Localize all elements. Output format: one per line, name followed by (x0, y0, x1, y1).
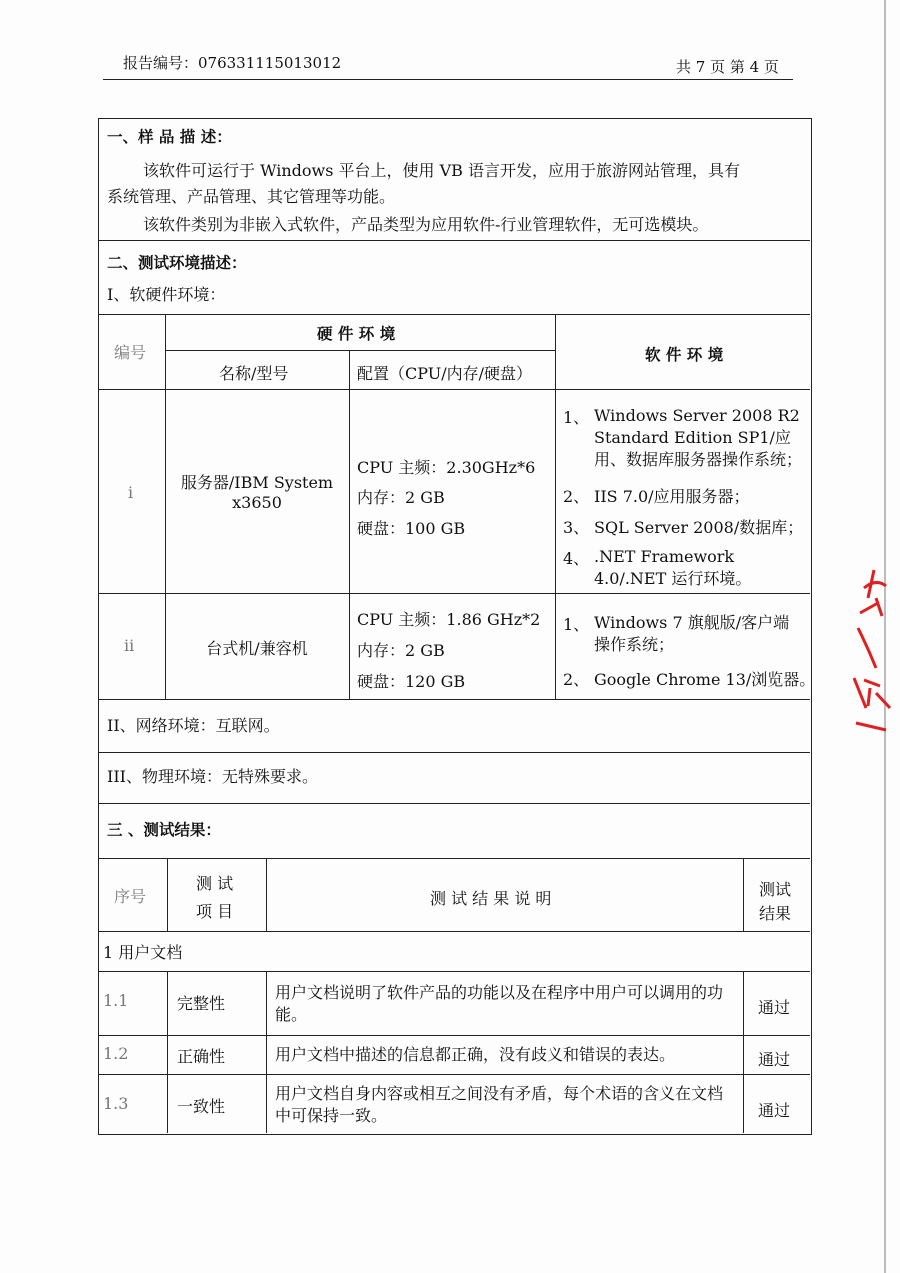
section1-paragraph1-cont: 系统管理、产品管理、其它管理等功能。 (107, 187, 396, 206)
result-item: 一致性 (177, 1097, 226, 1116)
section2-sub1: I、软硬件环境： (107, 285, 226, 304)
col-software: 软 件 环 境 (645, 345, 724, 364)
col-id: 编号 (114, 343, 147, 362)
section1-title: 一、样 品 描 述： (107, 127, 232, 146)
row-memory: 内存：2 GB (357, 641, 445, 660)
stamp-fragment (846, 558, 896, 738)
rule (98, 971, 810, 972)
col-result-a: 测试 (759, 880, 792, 899)
result-desc: 用户文档说明了软件产品的功能以及在程序中用户可以调用的功能。 (275, 983, 724, 1024)
result-desc: 用户文档自身内容或相互之间没有矛盾，每个术语的含义在文档中可保持一致。 (275, 1084, 724, 1125)
row-memory: 内存：2 GB (357, 488, 445, 507)
sw-item-number: 2、 (563, 670, 590, 689)
rule (98, 314, 810, 315)
section3-title: 三 、测试结果： (107, 820, 221, 839)
rule (98, 931, 810, 932)
col-seq: 序号 (114, 887, 147, 906)
row-cpu: CPU 主频：1.86 GHz*2 (357, 610, 541, 629)
rule (98, 858, 810, 859)
col-result-b: 结果 (759, 904, 792, 923)
network-env: II、网络环境：互联网。 (107, 716, 280, 735)
row-cpu: CPU 主频：2.30GHz*6 (357, 458, 536, 477)
rule (98, 1035, 810, 1036)
sw-item: Google Chrome 13/浏览器。 (594, 670, 816, 689)
report-number: 报告编号：076331115013012 (123, 54, 342, 72)
sw-item: Windows 7 旗舰版/客户端操作系统； (594, 613, 790, 654)
col-description: 测 试 结 果 说 明 (430, 889, 552, 908)
sw-item-number: 1、 (563, 615, 590, 634)
row-disk: 硬盘：100 GB (357, 519, 466, 538)
rule (165, 314, 166, 699)
page-info: 共 7 页 第 4 页 (676, 58, 779, 76)
sw-item: SQL Server 2008/数据库； (594, 518, 804, 537)
stamp-stroke (858, 628, 876, 668)
rule (98, 1074, 810, 1075)
sw-item: .NET Framework 4.0/.NET 运行环境。 (594, 547, 752, 588)
row-disk: 硬盘：120 GB (357, 672, 466, 691)
rule (98, 803, 810, 804)
sw-item: IIS 7.0/应用服务器； (594, 487, 750, 506)
rule (165, 350, 555, 351)
stamp-stroke (854, 678, 890, 730)
row-id: i (128, 483, 134, 502)
row-id: ii (124, 636, 135, 655)
section2-title: 二、测试环境描述： (107, 253, 247, 272)
stamp-stroke (860, 570, 886, 616)
rule (743, 858, 744, 931)
sw-item-number: 3、 (563, 518, 590, 537)
rule (266, 858, 267, 931)
result-status: 通过 (758, 1050, 791, 1069)
rule (98, 389, 810, 390)
sw-item-number: 1、 (563, 408, 590, 427)
col-test-item-b: 项 目 (196, 902, 234, 921)
rule (349, 350, 350, 699)
result-status: 通过 (758, 1101, 791, 1120)
physical-env: III、物理环境：无特殊要求。 (107, 767, 318, 786)
result-no: 1.1 (103, 991, 129, 1010)
result-status: 通过 (758, 998, 791, 1017)
sw-item-number: 4、 (563, 549, 590, 568)
rule (98, 752, 810, 753)
col-name: 名称/型号 (219, 364, 289, 383)
row-name: 服务器/IBM System x3650 (180, 473, 334, 512)
result-no: 1.2 (103, 1044, 129, 1063)
result-item: 完整性 (177, 994, 226, 1013)
row-name: 台式机/兼容机 (206, 639, 308, 658)
rule (98, 699, 810, 700)
rule (266, 971, 267, 1133)
header-divider (103, 79, 793, 80)
result-desc: 用户文档中描述的信息都正确，没有歧义和错误的表达。 (275, 1045, 676, 1064)
sw-item: Windows Server 2008 R2 Standard Edition SP1/应用、数据库服务器操作系统； (594, 406, 803, 469)
col-config: 配置（CPU/内存/硬盘） (357, 364, 532, 383)
rule (167, 971, 168, 1133)
rule (98, 593, 810, 594)
result-item: 正确性 (177, 1047, 226, 1066)
result-no: 1.3 (103, 1094, 129, 1113)
rule (743, 971, 744, 1133)
rule (167, 858, 168, 931)
col-test-item-a: 测 试 (196, 874, 234, 893)
rule (98, 240, 810, 241)
rule (555, 314, 556, 699)
section1-paragraph1: 该软件可运行于 Windows 平台上，使用 VB 语言开发，应用于旅游网站管理，具有 (143, 161, 741, 180)
col-hardware: 硬 件 环 境 (317, 324, 396, 343)
section1-paragraph2: 该软件类别为非嵌入式软件，产品类型为应用软件-行业管理软件，无可选模块。 (143, 215, 709, 234)
group-title: 1 用户文档 (103, 943, 183, 962)
sw-item-number: 2、 (563, 487, 590, 506)
